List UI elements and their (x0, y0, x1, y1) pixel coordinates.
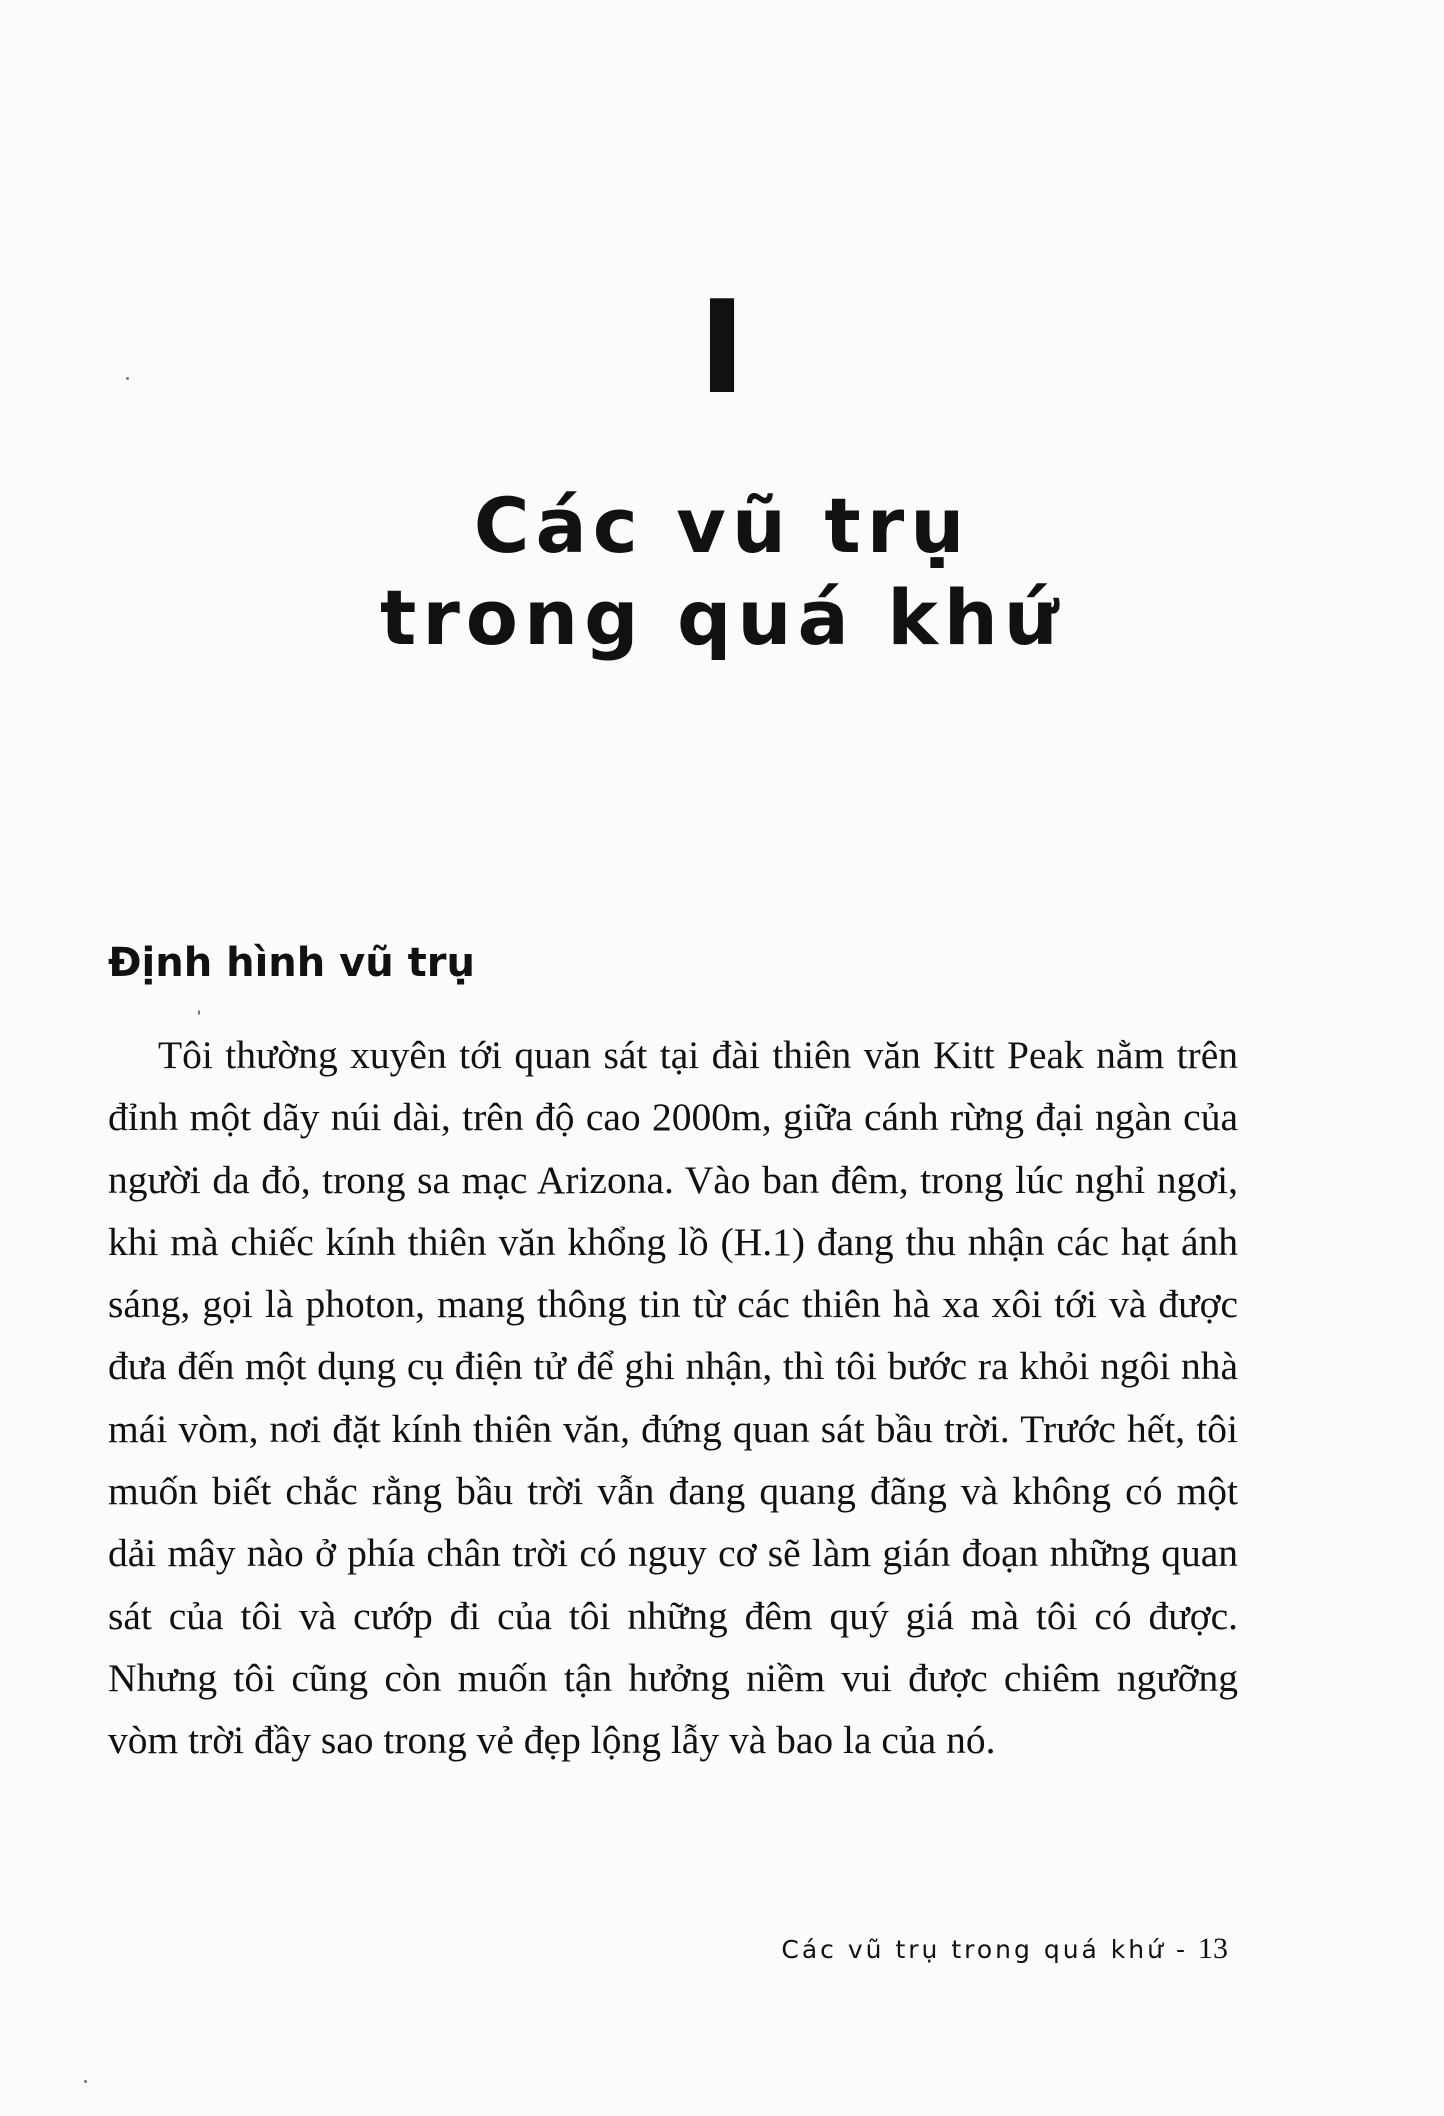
scan-speck (84, 2080, 87, 2083)
body-paragraph: Tôi thường xuyên tới quan sát tại đài thiên văn Kitt Peak nằm trên đỉnh một dãy núi dài, trên độ cao 2000m, giữa cánh rừng đại ngàn của người da đỏ, trong sa mạc Arizona. Vào ban đêm, trong lúc nghỉ ngơi, khi mà chiếc kính thiên văn khổng lồ (H.1) đang thu nhận các hạt ánh sáng, gọi là photon, mang thông tin từ các thiên hà xa xôi tới và được đưa đến một dụng cụ điện tử để ghi nhận, thì tôi bước ra khỏi ngôi nhà mái vòm, nơi đặt kính thiên văn, đứng quan sát bầu trời. Trước hết, tôi muốn biết chắc rằng bầu trời vẫn đang quang đãng và không có một dải mây nào ở phía chân trời có nguy cơ sẽ làm gián đoạn những quan sát của tôi và cướp đi của tôi những đêm quý giá mà tôi có được. Nhưng tôi cũng còn muốn tận hưởng niềm vui được chiêm ngưỡng vòm trời đầy sao trong vẻ đẹp lộng lẫy và bao la của nó. (108, 1033, 1238, 1763)
chapter-title-line-1: Các vũ trụ (473, 481, 971, 570)
scan-speck (126, 377, 129, 380)
chapter-number: I (698, 274, 746, 423)
footer-separator: - (1175, 1935, 1188, 1964)
chapter-title (0, 480, 1444, 664)
section-heading: Định hình vũ trụ (108, 940, 475, 986)
running-title: Các vũ trụ trong quá khứ (781, 1935, 1166, 1964)
page-number: 13 (1198, 1932, 1228, 1965)
chapter-title-line-2: trong quá khứ (380, 573, 1064, 662)
scan-speck (198, 1010, 200, 1015)
running-footer (781, 1929, 1228, 1970)
